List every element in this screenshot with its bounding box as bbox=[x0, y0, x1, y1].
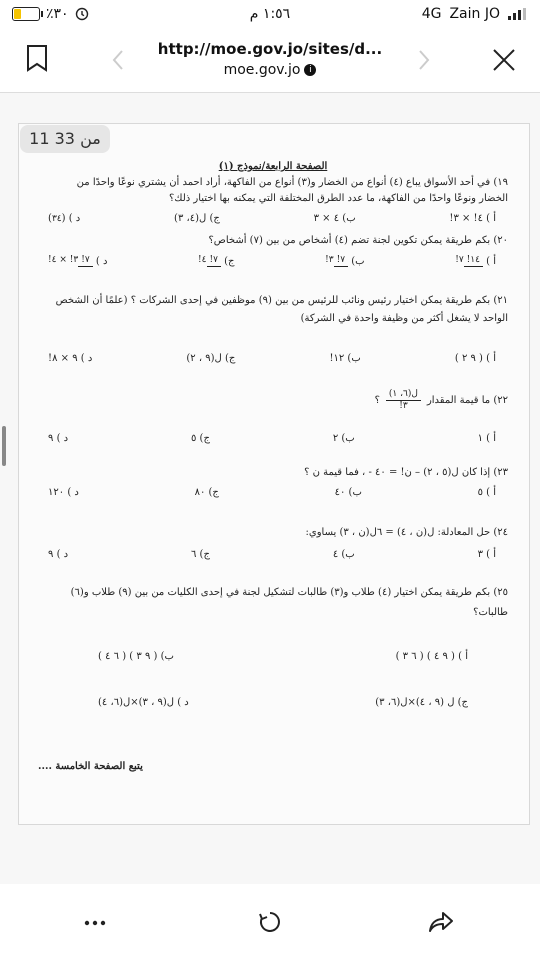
q25-choice-c: ج) ل (٩ ، ٤)×ل(٦، ٣) bbox=[375, 697, 468, 708]
q24-choices bbox=[48, 549, 496, 560]
domain-text: moe.gov.jo bbox=[223, 62, 301, 78]
q20-choice-b: ب) ٧!٣! bbox=[325, 255, 365, 267]
q23-text: ٢٣) إذا كان ل(٥ ، ٢) – ن! = ٤٠ - ، فما قيمة ن ؟ bbox=[304, 467, 508, 478]
document-viewer[interactable] bbox=[0, 92, 540, 886]
network-type: 4G bbox=[421, 6, 442, 22]
q22-choices bbox=[48, 433, 496, 444]
exam-sheet bbox=[38, 151, 508, 809]
q25-choices-row1 bbox=[98, 651, 468, 662]
q22-line bbox=[38, 389, 508, 412]
more-icon[interactable] bbox=[80, 908, 110, 938]
browser-header bbox=[0, 32, 540, 88]
q21-choices bbox=[48, 353, 496, 364]
q22-qmark: ؟ bbox=[374, 395, 380, 406]
q23-choice-c: ج) ٨٠ bbox=[194, 487, 219, 498]
q22-choice-d: د ) ٩ bbox=[48, 433, 69, 444]
q20-choice-c: ج) ٧!٤! bbox=[198, 255, 235, 267]
q25-choice-d: د ) ل(٩ ، ٣)×ل(٦، ٤) bbox=[98, 697, 189, 708]
scrollbar-thumb[interactable] bbox=[2, 426, 6, 466]
q21-line2: الواحد لا يشغل أكثر من وظيفة واحدة في الشركة) bbox=[300, 313, 508, 324]
q24-choice-a: أ ) ٣ bbox=[477, 549, 496, 560]
q25-choice-a: أ ) ( ٩ ٤ ) ( ٦ ٣ ) bbox=[395, 651, 468, 662]
q22-text: ٢٢) ما قيمة المقدار bbox=[426, 395, 508, 406]
q21-line1: ٢١) بكم طريقة يمكن اختيار رئيس ونائب للرئيس من بين (٩) موظفين في إحدى الشركات ؟ (علمًا أن الشخص bbox=[55, 295, 508, 306]
battery-percent: ٪٣٠ bbox=[46, 6, 69, 22]
q19-choice-d: د ) (٤٣) bbox=[48, 213, 81, 224]
carrier-name: Zain JO bbox=[449, 6, 500, 22]
q21-choice-b: ب) ١٢! bbox=[329, 353, 361, 364]
sheet-header: الصفحة الرابعة/نموذج (١) bbox=[218, 161, 328, 172]
page-indicator: 11 من 33 bbox=[20, 125, 110, 153]
close-icon[interactable] bbox=[488, 44, 520, 76]
q23-choice-b: ب) ٤٠ bbox=[334, 487, 362, 498]
q19-choice-a: أ ) ٤! × ٣! bbox=[449, 213, 496, 224]
q22-expression: $\frac{\text{ل(٦، ١)}}{٣!}$ bbox=[386, 389, 421, 412]
q25-line2: طالبات؟ bbox=[473, 607, 508, 618]
bookmark-icon[interactable] bbox=[22, 40, 52, 76]
q19-choice-c: ج) ل(٤، ٣) bbox=[174, 213, 220, 224]
sheet-footer: يتبع الصفحة الخامسة .... bbox=[38, 761, 143, 772]
q22-choice-b: ب) ٢ bbox=[332, 433, 355, 444]
q19-choices bbox=[48, 213, 496, 224]
q20-choice-d: د ) ٧!٣! × ٤! bbox=[48, 255, 108, 267]
status-right bbox=[422, 6, 526, 22]
q24-choice-c: ج) ٦ bbox=[191, 549, 210, 560]
url-text[interactable]: http://moe.gov.jo/sites/d... bbox=[157, 40, 383, 58]
q19-d-bottom: ٣ bbox=[51, 213, 57, 224]
q20-choice-a: أ ) ١٤!٧! bbox=[455, 255, 496, 267]
q22-choice-c: ج) ٥ bbox=[191, 433, 210, 444]
q24-choice-d: د ) ٩ bbox=[48, 549, 69, 560]
q21-choice-d: د ) ٩ × ٨! bbox=[48, 353, 93, 364]
signal-icon bbox=[508, 8, 526, 20]
q19-d-top: ٤ bbox=[56, 213, 62, 224]
q23-choice-a: أ ) ٥ bbox=[477, 487, 496, 498]
q25-line1: ٢٥) بكم طريقة يمكن اختيار (٤) طلاب و(٣) طالبات لتشكيل لجنة في إحدى الكليات من بين (٩) طلاب و(٦) bbox=[70, 587, 508, 598]
q20-choices bbox=[48, 255, 496, 267]
q25-choice-b: ب) ( ٩ ٣ ) ( ٦ ٤ ) bbox=[98, 651, 174, 662]
q19-choice-b: ب) ٤ × ٣ bbox=[313, 213, 356, 224]
q23-choices bbox=[48, 487, 496, 498]
status-bar bbox=[0, 0, 540, 30]
q21-choice-a: أ ) ( ٩ ٢ ) bbox=[454, 353, 496, 364]
q23-choice-d: د ) ١٢٠ bbox=[48, 487, 79, 498]
q24-text: ٢٤) حل المعادلة: ل(ن ، ٤) = ٦ل(ن ، ٣) يساوي: bbox=[305, 527, 508, 538]
q19-line2: الخضار ونوعًا واحدًا من الفاكهة، ما عدد الطرق المختلفة التي يمكنه بها اختيار ذلك؟ bbox=[169, 193, 508, 204]
bottom-toolbar bbox=[0, 884, 540, 960]
share-icon[interactable] bbox=[424, 906, 458, 938]
status-time: ١:٥٦ م bbox=[249, 6, 291, 22]
q20-text: ٢٠) بكم طريقة يمكن تكوين لجنة تضم (٤) أشخاص من بين (٧) أشخاص؟ bbox=[208, 235, 508, 246]
q24-choice-b: ب) ٤ bbox=[332, 549, 355, 560]
domain-line[interactable] bbox=[120, 62, 420, 78]
q19-line1: ١٩) في أحد الأسواق يباع (٤) أنواع من الخضار و(٣) أنواع من الفاكهة، أراد احمد أن يشتري نوعًا واحدًا من bbox=[76, 177, 508, 188]
q21-choice-c: ج) ل(٩ ، ٢) bbox=[186, 353, 236, 364]
forward-chevron-icon[interactable] bbox=[414, 46, 434, 74]
refresh-icon[interactable] bbox=[254, 906, 286, 938]
info-icon[interactable]: i bbox=[304, 64, 316, 76]
q25-choices-row2 bbox=[98, 697, 468, 708]
q22-choice-a: أ ) ١ bbox=[477, 433, 496, 444]
